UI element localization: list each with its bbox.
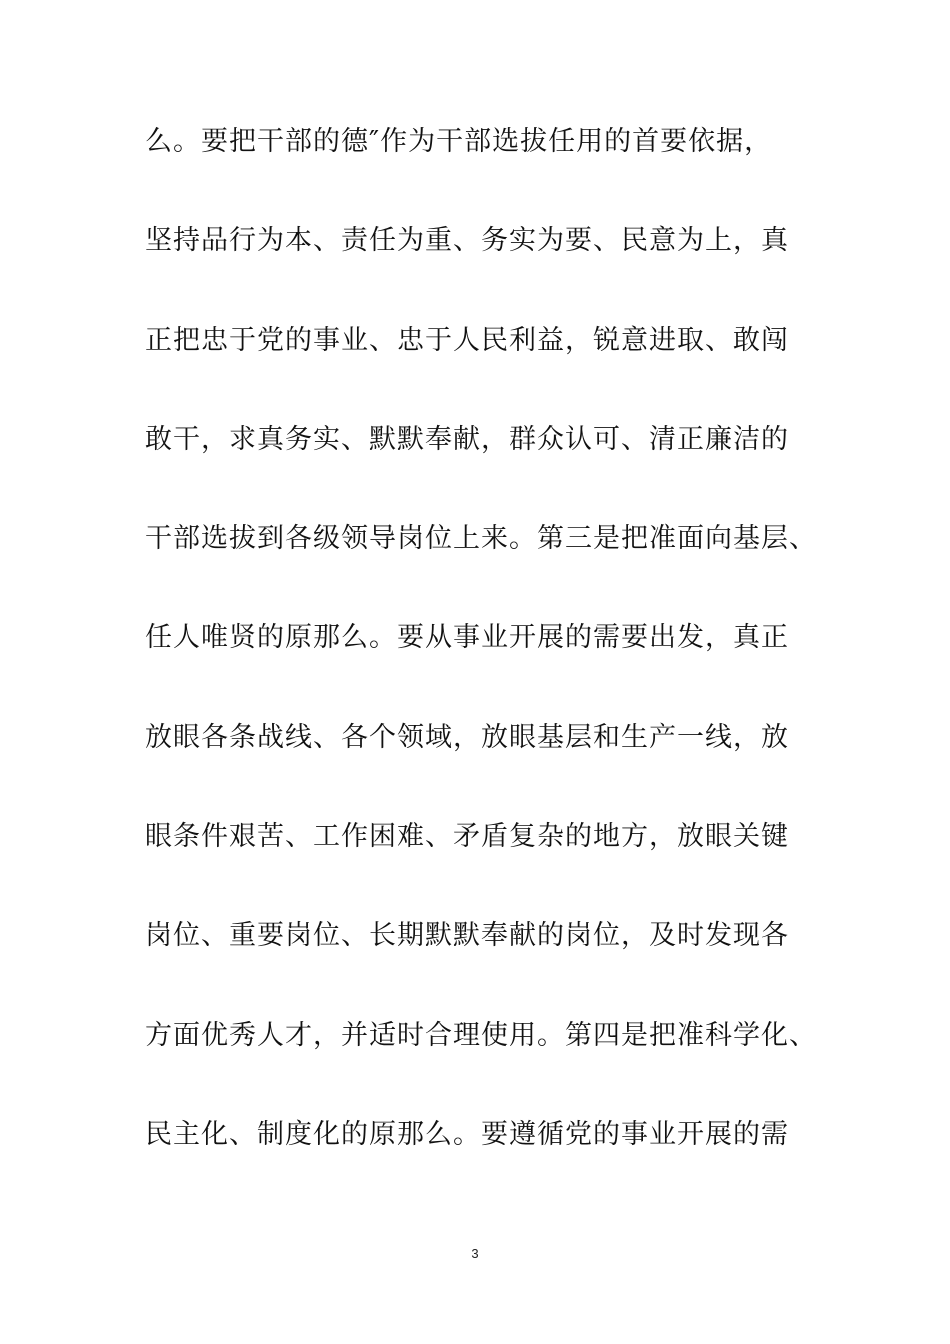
body-text: [145, 122, 825, 1214]
text-line-10: 方面优秀人才，并适时合理使用。第四是把准科学化、: [145, 1019, 817, 1051]
text-line-6: 任人唯贤的原那么。要从事业开展的需要出发，真正: [145, 622, 789, 654]
page-number: 3: [471, 1246, 479, 1261]
text-line-8: 眼条件艰苦、工作困难、矛盾复杂的地方，放眼关键: [145, 821, 789, 853]
text-line-9: 岗位、重要岗位、长期默默奉献的岗位，及时发现各: [145, 920, 789, 952]
text-line-3: 正把忠于党的事业、忠于人民利益，锐意进取、敢闯: [145, 324, 789, 356]
text-line-5: 干部选拔到各级领导岗位上来。第三是把准面向基层、: [145, 523, 817, 555]
text-line-2: 坚持品行为本、责任为重、务实为要、民意为上，真: [145, 225, 789, 257]
text-line-11: 民主化、制度化的原那么。要遵循党的事业开展的需: [145, 1118, 789, 1150]
text-line-1: 么。要把干部的德″作为干部选拔任用的首要依据，: [145, 126, 773, 157]
text-line-4: 敢干，求真务实、默默奉献，群众认可、清正廉洁的: [145, 423, 789, 455]
text-line-7: 放眼各条战线、各个领域，放眼基层和生产一线，放: [145, 721, 789, 753]
